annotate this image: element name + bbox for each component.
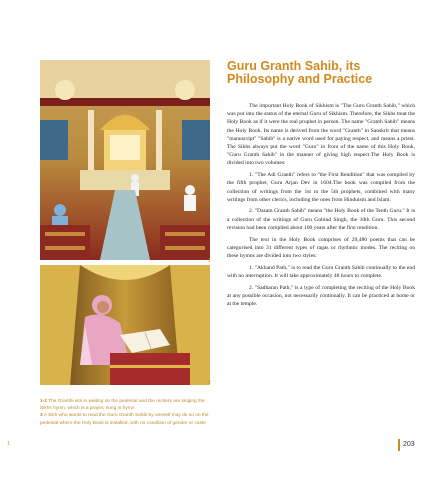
page-number: 203 — [403, 441, 415, 448]
page-title: Guru Granth Sahib, its Philosophy and Practice — [227, 59, 373, 86]
intro-paragraph: The important Holy Book of Sikhism is "The Guru Granth Sahib," which was put into the status of the eternal Guru of Sikhism. Therefore, the Sikhs treat the Holy Book as if it were the real prophet in person. The name "Granth Sahib" means the Holy Book. Its name is derived from the word "Granth" in Sanskrit that means "manuscript" "Sahib" is a native word used for paying respect, and means a priest. The Sikhs always put the word "Guru" in front of the name of this Holy Book, "Guru Granth Sahib" in the manner of giving high respect.The Holy Book is divided into two volumes: — [227, 103, 415, 167]
akhand-path-paragraph: 1. "Akhand Path," is to read the Guru Granth Sahib continually to the end with no interruption. It will take approximately 48 hours to complete. — [227, 264, 415, 279]
caption-1-text: The Granthi sits in waiting on the pedestal and the reciters are singing the Sikhs hymn, which is a prayer, sung in hymn — [40, 399, 205, 412]
sadharan-path-paragraph: 2. "Sadharan Path," is a type of completing the reciting of the Holy Book at any possible occasion, not necessarily continually. It can be practiced at home or at the temple. — [227, 284, 415, 307]
caption-1 — [40, 398, 212, 412]
volume-1-paragraph: 1. "The Adi Granth" refers to "the First Rendition" that was compiled by the fifth prophet, Guru Arjan Dev in 1604.The book was compiled from the collection of writings from the 1st to the 5th prophets, combined with many writings from other clerics, including the ones from Hinduism and Islam. — [227, 172, 415, 203]
caption-2-number: 3 — [40, 413, 43, 419]
folio-divider — [398, 439, 400, 451]
photo-captions — [40, 398, 212, 427]
caption-2-text: A Sikh who wants to read the Guru Granth Sahib by oneself may do so on the pedestal where the Holy Book is installed, with no condition of gender or caste — [40, 413, 209, 426]
temple-interior-illustration — [40, 60, 210, 260]
temple-interior-photo — [40, 60, 210, 260]
woman-reading-photo — [40, 265, 210, 385]
caption-2 — [40, 412, 212, 426]
figure-number-2: 2 — [208, 380, 211, 386]
article-body — [227, 102, 415, 312]
figure-number-1: 1 — [208, 258, 211, 264]
woman-reading-illustration — [40, 265, 210, 385]
folio-marker-left: 1 — [7, 441, 11, 447]
text-structure-paragraph: The text in the Holy Book comprises of 29,480 poems that can be categorised into 31 different types of ragas or rhythmic modes. The reciting on these hymns are divided into two styles: — [227, 236, 415, 259]
volume-2-paragraph: 2. "Dasam Granth Sahib" means "the Holy Book of the Tenth Guru." It is a collection of the writings of Guru Gobind Singh, the 10th Guru. This second revision had been compiled about 100 years after the first rendition. — [227, 208, 415, 231]
caption-1-number: 1-2 — [40, 399, 47, 404]
